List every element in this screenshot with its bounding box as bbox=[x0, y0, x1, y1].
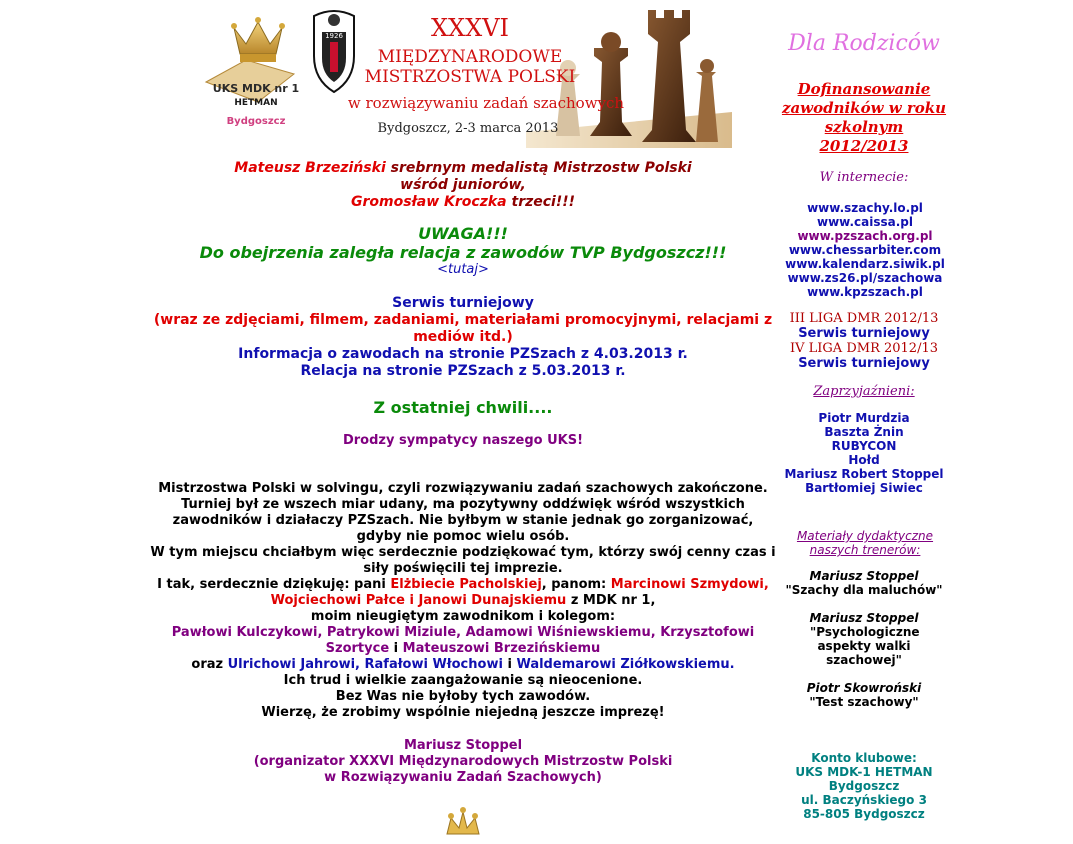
last-minute-heading: Z ostatniej chwili.... bbox=[373, 398, 553, 417]
logo-text-2: HETMAN bbox=[234, 98, 278, 108]
leagues-block bbox=[780, 311, 948, 371]
material-author-1: Mariusz Stoppel bbox=[809, 569, 919, 583]
letter-p4-text3: z MDK nr 1, bbox=[566, 593, 656, 608]
attention-heading: UWAGA!!! bbox=[418, 224, 508, 243]
letter-p8: Ich trud i wielkie zaangażowanie są nieocenione. bbox=[283, 673, 643, 688]
league4-label: IV LIGA DMR 2012/13 bbox=[790, 341, 938, 356]
letter-p4-text2: , panom: bbox=[541, 577, 611, 592]
crown-logo-bottom bbox=[433, 804, 493, 844]
letter-p7-text: oraz bbox=[191, 657, 228, 672]
signature-name: Mariusz Stoppel bbox=[403, 738, 523, 753]
link-kpzszach[interactable]: www.kpzszach.pl bbox=[807, 285, 923, 299]
club-logo bbox=[206, 17, 299, 127]
signature-line-2: (organizator XXXVI Międzynarodowych Mistrzostw Polski bbox=[253, 754, 673, 769]
letter-p7-name: Waldemarowi Ziółkowskiemu. bbox=[516, 657, 735, 672]
banner-date: Bydgoszcz, 2-3 marca 2013 bbox=[377, 121, 559, 136]
friend-link-rubycon[interactable]: RUBYCON bbox=[831, 439, 897, 453]
league3-link[interactable]: Serwis turniejowy bbox=[798, 326, 930, 341]
league3-label: III LIGA DMR 2012/13 bbox=[789, 311, 939, 326]
letter-p6-name: Mateuszowi Brzezińskiemu bbox=[402, 641, 601, 656]
logo-text-3: Bydgoszcz bbox=[226, 116, 286, 127]
tournament-service-link[interactable]: Serwis turniejowy bbox=[392, 295, 534, 311]
links-list bbox=[772, 201, 958, 299]
link-zs26[interactable]: www.zs26.pl/szachowa bbox=[787, 271, 943, 285]
header-banner bbox=[196, 2, 732, 148]
medal-text-1: srebrnym medalistą Mistrzostw Polski bbox=[385, 160, 692, 176]
internet-heading: W internecie: bbox=[819, 170, 909, 185]
material-link-2[interactable]: "Psychologiczne aspekty walki szachowej" bbox=[810, 625, 920, 667]
greeting: Drodzy sympatycy naszego UKS! bbox=[342, 433, 584, 448]
medal-news bbox=[148, 160, 778, 211]
letter-p10: Wierzę, że zrobimy wspólnie niejedną jeszcze imprezę! bbox=[261, 705, 665, 720]
medalist-name-2: Gromosław Kroczka bbox=[350, 194, 507, 210]
tournament-service-note: (wraz ze zdjęciami, filmem, zadaniami, materiałami promocyjnymi, relacjami z mediów itd.) bbox=[153, 312, 773, 345]
club-account bbox=[780, 751, 948, 821]
banner-title-3: MISTRZOSTWA POLSKI bbox=[364, 67, 576, 87]
account-line-3: ul. Baczyńskiego 3 bbox=[801, 793, 927, 807]
medal-text-3: trzeci!!! bbox=[506, 194, 575, 210]
letter-p4 bbox=[148, 577, 778, 609]
banner-graphic bbox=[196, 2, 732, 148]
letter-p6-and: i bbox=[389, 641, 403, 656]
link-pzszach[interactable]: www.pzszach.org.pl bbox=[797, 229, 933, 243]
friends-heading: Zaprzyjaźnieni: bbox=[813, 384, 915, 399]
link-kalendarz[interactable]: www.kalendarz.siwik.pl bbox=[785, 257, 945, 271]
signature-block bbox=[148, 738, 778, 786]
materials-list bbox=[780, 569, 948, 709]
material-link-1[interactable]: "Szachy dla maluchów" bbox=[785, 583, 943, 597]
pzszach-info-link[interactable]: Informacja o zawodach na stronie PZSzach z 4.03.2013 r. bbox=[238, 346, 688, 362]
medal-text-2: wśród juniorów, bbox=[400, 177, 526, 193]
logo-text-1: UKS MDK nr 1 bbox=[212, 82, 300, 95]
league4-link[interactable]: Serwis turniejowy bbox=[798, 356, 930, 371]
banner-title-1: XXXVI bbox=[430, 14, 510, 42]
letter-p4-name: Elżbiecie Pacholskiej bbox=[390, 577, 542, 592]
signature-line-3: w Rozwiązywaniu Zadań Szachowych) bbox=[324, 770, 602, 785]
attention-block bbox=[148, 224, 778, 262]
friend-link-murdzia[interactable]: Piotr Murdzia bbox=[818, 411, 910, 425]
emblem-year: 1926 bbox=[325, 32, 343, 40]
material-link-3[interactable]: "Test szachowy" bbox=[809, 695, 919, 709]
link-chessarbiter[interactable]: www.chessarbiter.com bbox=[788, 243, 942, 257]
funding-link[interactable]: Dofinansowanie zawodników w roku szkolnym 2012/2013 bbox=[781, 80, 947, 155]
letter-p4-names: Marcinowi Szmydowi, Wojciechowi Pałce i Janowi Dunajskiemu bbox=[270, 577, 769, 608]
tournament-service-block bbox=[148, 295, 778, 380]
account-line-4: 85-805 Bydgoszcz bbox=[803, 807, 925, 821]
letter-p7 bbox=[148, 657, 778, 673]
tvp-notice: Do obejrzenia zaległa relacja z zawodów TVP Bydgoszcz!!! bbox=[199, 243, 727, 262]
letter-p6 bbox=[148, 625, 778, 657]
thank-you-letter bbox=[148, 481, 778, 721]
letter-p2: Turniej był ze wszech miar udany, ma pozytywny oddźwięk wśród wszystkich zawodników i działaczy PZSzach. Nie byłbym w stanie jednak go zorganizować, gdyby nie pomoc wielu osób. bbox=[172, 497, 754, 544]
federation-emblem bbox=[314, 11, 354, 92]
friends-list bbox=[770, 411, 958, 495]
letter-p7-and: i bbox=[502, 657, 517, 672]
link-caissa[interactable]: www.caissa.pl bbox=[816, 215, 914, 229]
account-line-2: Bydgoszcz bbox=[828, 779, 900, 793]
tvp-link[interactable]: <tutaj> bbox=[437, 262, 489, 277]
letter-p3: W tym miejscu chciałbym więc serdecznie podziękować tym, którzy swój cenny czas i siły poświęcili tej imprezie. bbox=[150, 545, 776, 576]
letter-p5: moim nieugiętym zawodnikom i kolegom: bbox=[310, 609, 616, 624]
main-content bbox=[148, 160, 778, 844]
letter-p7-names: Ulrichowi Jahrowi, Rafałowi Włochowi bbox=[227, 657, 503, 672]
account-line-1: UKS MDK-1 HETMAN bbox=[795, 765, 933, 779]
sidebar bbox=[780, 30, 948, 821]
banner-subtitle: w rozwiązywaniu zadań szachowych bbox=[347, 94, 625, 112]
banner-title-2: MIĘDZYNARODOWE bbox=[377, 47, 563, 67]
friend-link-stoppel[interactable]: Mariusz Robert Stoppel bbox=[784, 467, 944, 481]
medalist-name-1: Mateusz Brzeziński bbox=[234, 160, 386, 176]
letter-p1: Mistrzostwa Polski w solvingu, czyli rozwiązywaniu zadań szachowych zakończone. bbox=[158, 481, 768, 496]
link-szachy-lo[interactable]: www.szachy.lo.pl bbox=[807, 201, 923, 215]
materials-heading: Materiały dydaktyczne naszych trenerów: bbox=[796, 529, 934, 557]
friend-link-baszta[interactable]: Baszta Żnin bbox=[824, 425, 904, 439]
letter-p4-text: I tak, serdecznie dziękuję: pani bbox=[157, 577, 391, 592]
material-author-2: Mariusz Stoppel bbox=[809, 611, 919, 625]
friend-link-siwiec[interactable]: Bartłomiej Siwiec bbox=[805, 481, 923, 495]
material-author-3: Piotr Skowroński bbox=[806, 681, 922, 695]
parents-link[interactable]: Dla Rodziców bbox=[788, 31, 940, 56]
account-heading: Konto klubowe: bbox=[811, 751, 917, 765]
pzszach-report-link[interactable]: Relacja na stronie PZSzach z 5.03.2013 r. bbox=[300, 363, 626, 379]
letter-p6-names: Pawłowi Kulczykowi, Patrykowi Miziule, Adamowi Wiśniewskiemu, Krzysztofowi Szortyce bbox=[171, 625, 755, 656]
letter-p9: Bez Was nie byłoby tych zawodów. bbox=[335, 689, 591, 704]
friend-link-hold[interactable]: Hołd bbox=[848, 453, 880, 467]
